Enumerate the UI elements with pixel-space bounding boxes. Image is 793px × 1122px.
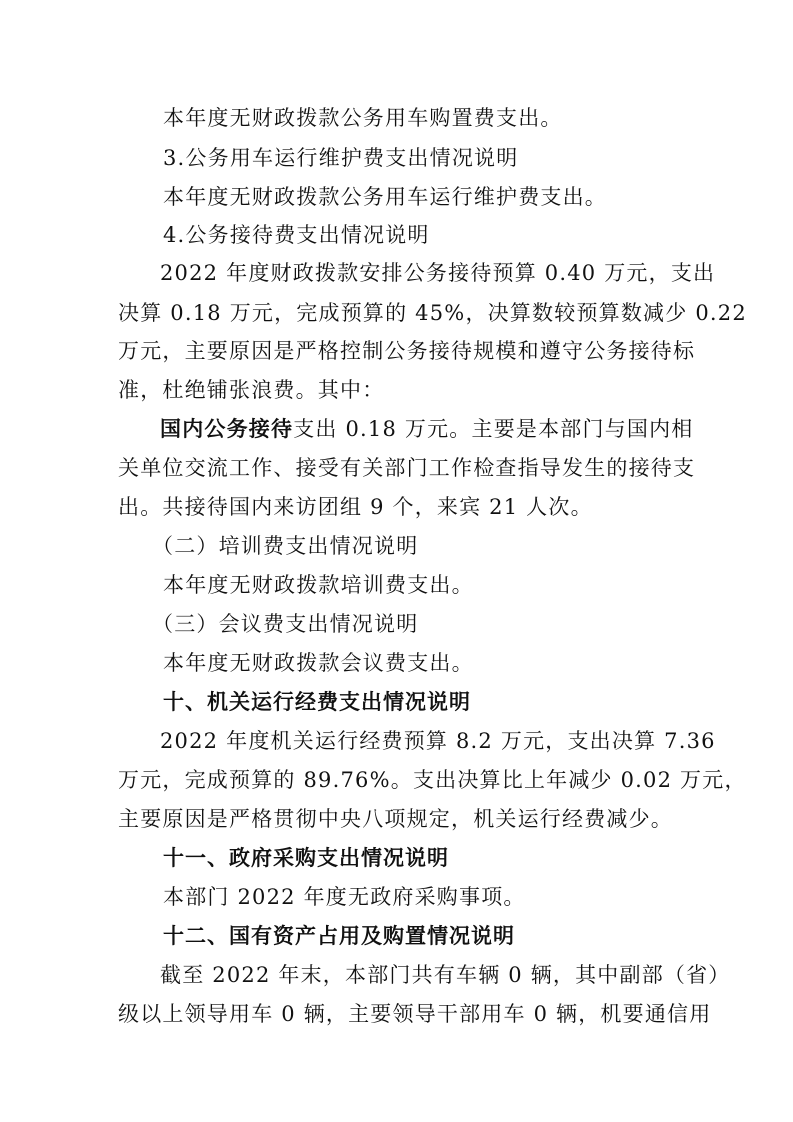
paragraph-line: 决算 0.18 万元，完成预算的 45%，决算数较预算数减少 0.22	[118, 301, 747, 325]
paragraph-line: 级以上领导用车 0 辆，主要领导干部用车 0 辆，机要通信用	[118, 1002, 712, 1026]
paragraph-line: 本年度无财政拨款培训费支出。	[163, 573, 474, 597]
subsection-heading: （三）会议费支出情况说明	[152, 612, 419, 636]
subsection-heading: 3.公务用车运行维护费支出情况说明	[163, 146, 519, 170]
subsection-heading: （二）培训费支出情况说明	[152, 534, 419, 558]
paragraph-line	[160, 414, 694, 444]
paragraph-line: 2022 年度财政拨款安排公务接待预算 0.40 万元，支出	[160, 261, 716, 285]
section-heading: 十、机关运行经费支出情况说明	[163, 690, 471, 714]
paragraph-line: 本年度无财政拨款会议费支出。	[163, 651, 474, 675]
paragraph-line: 本部门 2022 年度无政府采购事项。	[163, 885, 526, 909]
paragraph-line: 出。共接待国内来访团组 9 个，来宾 21 人次。	[118, 495, 593, 519]
paragraph-text: 支出 0.18 万元。主要是本部门与国内相	[293, 417, 694, 441]
section-heading: 十二、国有资产占用及购置情况说明	[163, 924, 515, 948]
paragraph-line: 关单位交流工作、接受有关部门工作检查指导发生的接待支	[118, 456, 696, 480]
paragraph-line: 准，杜绝铺张浪费。其中：	[118, 378, 385, 402]
bold-term: 国内公务接待	[160, 417, 294, 441]
subsection-heading: 4.公务接待费支出情况说明	[163, 223, 430, 247]
paragraph-line: 2022 年度机关运行经费预算 8.2 万元，支出决算 7.36	[160, 729, 716, 753]
paragraph-line: 本年度无财政拨款公务用车运行维护费支出。	[163, 185, 607, 209]
paragraph-line: 万元，完成预算的 89.76%。支出决算比上年减少 0.02 万元，	[118, 768, 747, 792]
paragraph-line: 截至 2022 年末，本部门共有车辆 0 辆，其中副部（省）	[160, 963, 731, 987]
paragraph-line: 主要原因是严格贯彻中央八项规定，机关运行经费减少。	[118, 807, 673, 831]
section-heading: 十一、政府采购支出情况说明	[163, 846, 449, 870]
paragraph-line: 本年度无财政拨款公务用车购置费支出。	[163, 106, 563, 130]
paragraph-line: 万元，主要原因是严格控制公务接待规模和遵守公务接待标	[118, 339, 696, 363]
